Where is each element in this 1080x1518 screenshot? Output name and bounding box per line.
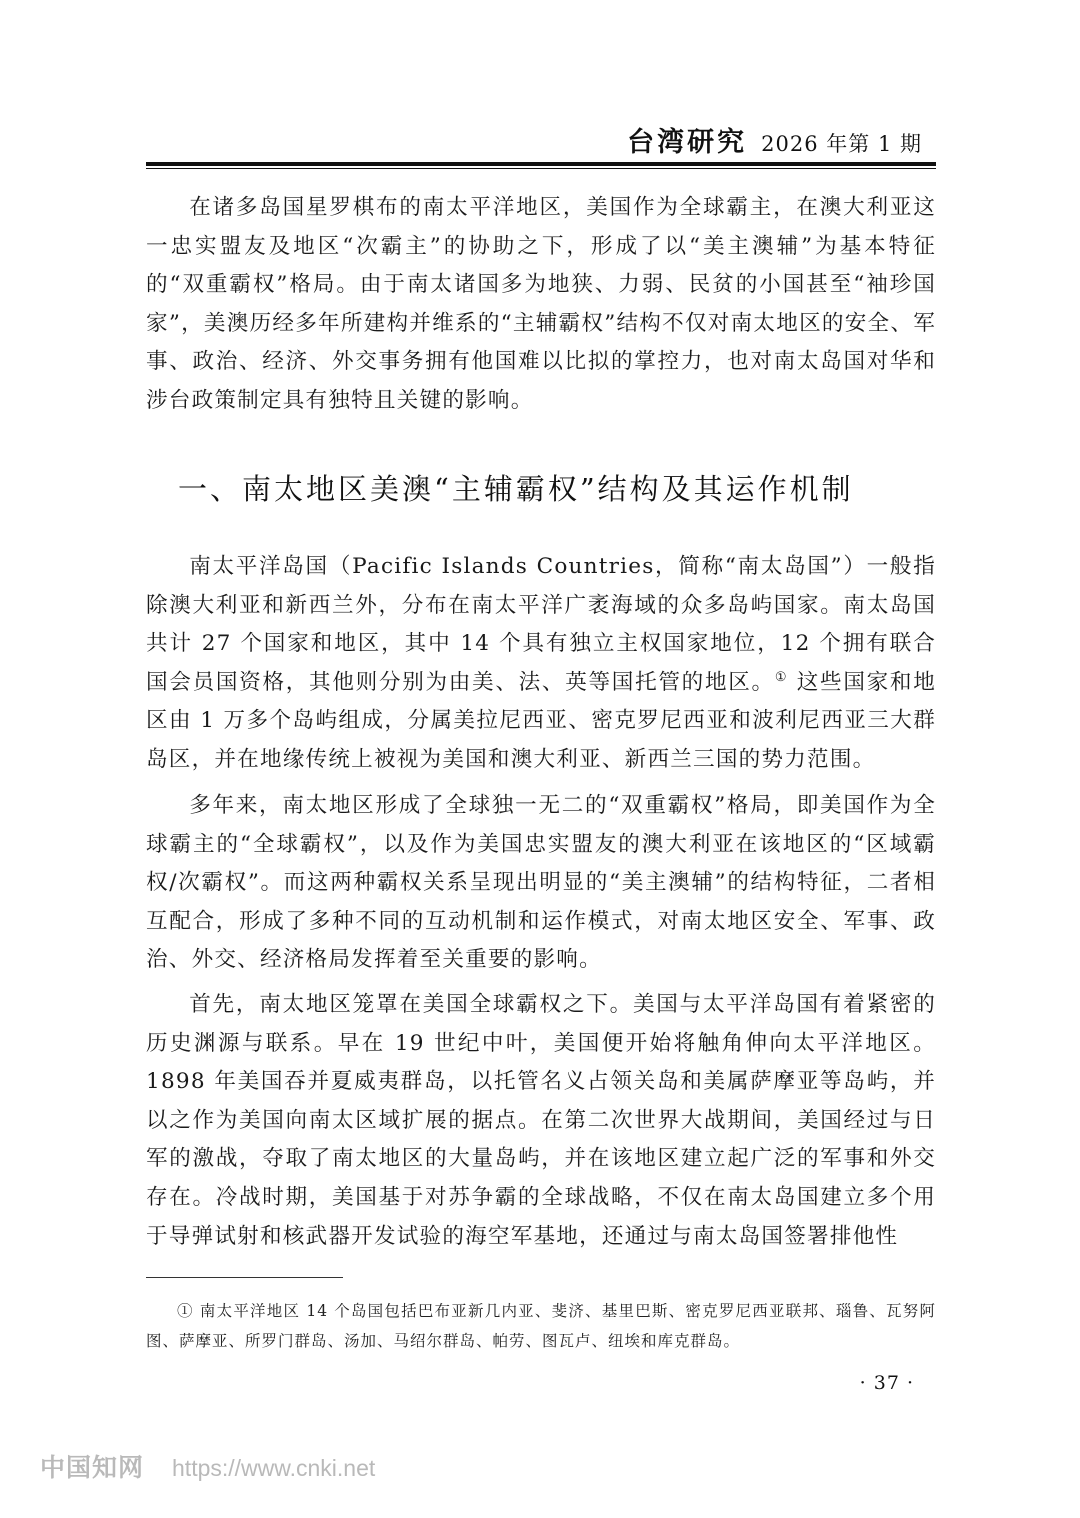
watermark-name: 中国知网 <box>40 1453 145 1482</box>
footnote-marker[interactable]: ① <box>774 669 789 685</box>
intro-paragraph <box>146 189 936 421</box>
watermark <box>40 1448 375 1484</box>
paragraph-1-before: 南太平洋岛国（Pacific Islands Countries，简称“南太岛国”）一般指除澳大利亚和新西兰外，分布在南太平洋广袤海域的众多岛屿国家。南太岛国共计 27 个国家和地区，其中 14 个具有独立主权国家地位，12 个拥有联合国会员国资格，其他则分别为由美、法、英等国托管的地区。 <box>146 554 936 695</box>
intro-text: 在诸多岛国星罗棋布的南太平洋地区，美国作为全球霸主，在澳大利亚这一忠实盟友及地区“次霸主”的协助之下，形成了以“美主澳辅”为基本特征的“双重霸权”格局。由于南太诸国多为地狭、力弱、民贫的小国甚至“袖珍国家”，美澳历经多年所建构并维系的“主辅霸权”结构不仅对南太地区的安全、军事、政治、经济、外交事务拥有他国难以比拟的掌控力，也对南太岛国对华和涉台政策制定具有独特且关键的影响。 <box>146 195 936 413</box>
page-number: · 37 · <box>859 1372 914 1394</box>
journal-name: 台湾研究 <box>627 127 748 158</box>
watermark-url: https://www.cnki.net <box>172 1455 376 1481</box>
paragraph-1-after: 这些国家和地区由 1 万多个岛屿组成，分属美拉尼西亚、密克罗尼西亚和波利尼西亚三大群岛区，并在地缘传统上被视为美国和澳大利亚、新西兰三国的势力范围。 <box>146 669 937 772</box>
section-paragraph-3 <box>146 986 936 1256</box>
running-header <box>627 120 922 159</box>
paragraph-2-text: 多年来，南太地区形成了全球独一无二的“双重霸权”格局，即美国作为全球霸主的“全球霸权”，以及作为美国忠实盟友的澳大利亚在该地区的“区域霸权/次霸权”。而这两种霸权关系呈现出明显的“美主澳辅”的结构特征，二者相互配合，形成了多种不同的互动机制和运作模式，对南太地区安全、军事、政治、外交、经济格局发挥着至关重要的影响。 <box>146 793 936 973</box>
issue-label: 2026 年第 1 期 <box>761 132 922 156</box>
footnote-divider <box>146 1277 343 1278</box>
section-heading: 一、南太地区美澳“主辅霸权”结构及其运作机制 <box>178 472 854 506</box>
paragraph-3-text: 首先，南太地区笼罩在美国全球霸权之下。美国与太平洋岛国有着紧密的历史渊源与联系。早在 19 世纪中叶，美国便开始将触角伸向太平洋地区。1898 年美国吞并夏威夷群岛，以托管名义占领关岛和美属萨摩亚等岛屿，并以之作为美国向南太区域扩展的据点。在第二次世界大战期间，美国经过与日军的激战，夺取了南太地区的大量岛屿，并在该地区建立起广泛的军事和外交存在。冷战时期，美国基于对苏争霸的全球战略，不仅在南太岛国建立多个用于导弹试射和核武器开发试验的海空军基地，还通过与南太岛国签署排他性 <box>146 992 936 1249</box>
footnote: ① 南太平洋地区 14 个岛国包括巴布亚新几内亚、斐济、基里巴斯、密克罗尼西亚联邦、瑙鲁、瓦努阿图、萨摩亚、所罗门群岛、汤加、马绍尔群岛、帕劳、图瓦卢、纽埃和库克群岛。 <box>146 1302 936 1350</box>
section-paragraph-2 <box>146 787 936 980</box>
paragraph-1-text <box>146 548 936 780</box>
header-rule-thin <box>146 168 936 169</box>
section-paragraph-1 <box>146 548 936 780</box>
header-rule-thick <box>146 162 936 166</box>
